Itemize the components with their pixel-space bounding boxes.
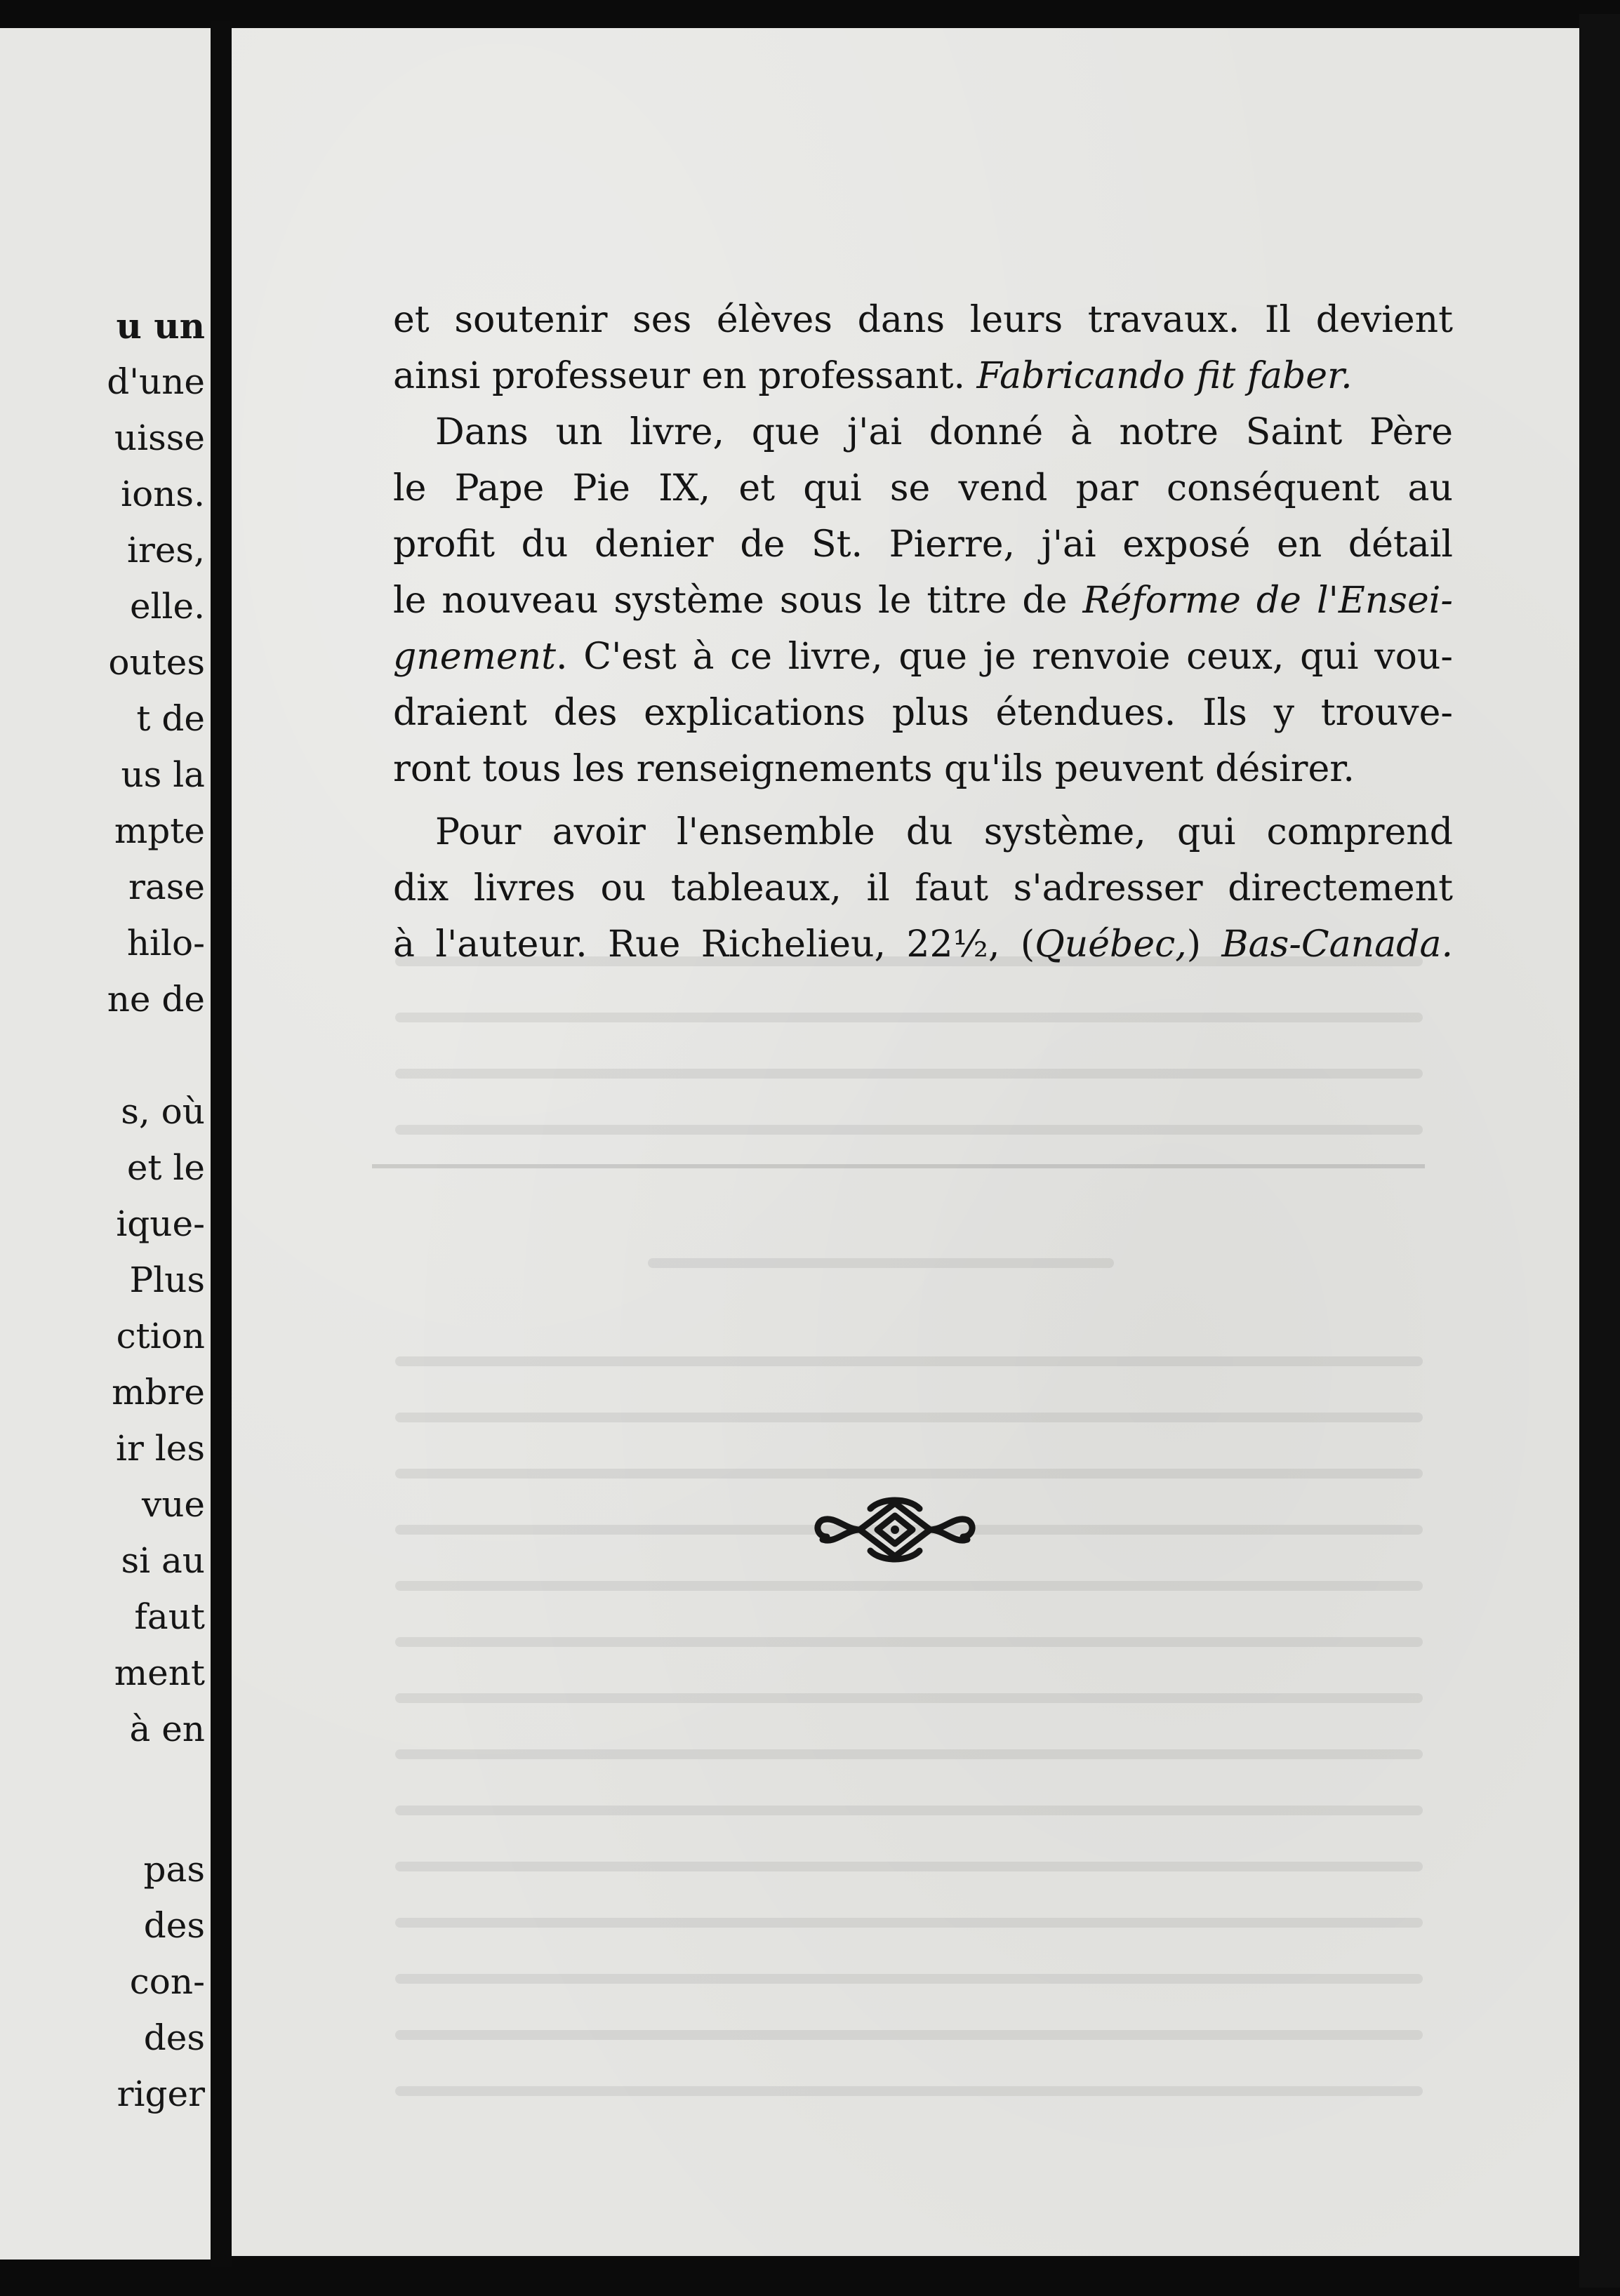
text-line bbox=[393, 748, 1453, 790]
left-line: ires, bbox=[126, 530, 205, 570]
text-line bbox=[393, 867, 1453, 909]
text-span: dix livres ou tableaux, il faut s'adresser directement bbox=[393, 867, 1453, 909]
text-line bbox=[393, 355, 1453, 397]
left-line: ions. bbox=[121, 474, 205, 514]
left-line: ment bbox=[114, 1653, 205, 1693]
left-line: faut bbox=[134, 1596, 205, 1637]
text-line bbox=[393, 636, 1453, 678]
left-line: rase bbox=[128, 867, 205, 907]
italic-phrase: Bas-Canada. bbox=[1221, 923, 1453, 966]
left-line: s, où bbox=[121, 1091, 205, 1132]
left-line: mbre bbox=[112, 1372, 205, 1413]
text-line bbox=[393, 692, 1453, 734]
left-line: et le bbox=[126, 1147, 205, 1188]
italic-phrase: Québec, bbox=[1035, 923, 1187, 966]
left-line: t de bbox=[136, 698, 205, 739]
left-line: con- bbox=[129, 1961, 205, 2002]
left-facing-page bbox=[0, 28, 211, 2260]
left-line: us la bbox=[121, 754, 205, 795]
text-line bbox=[435, 811, 1453, 853]
left-line: des bbox=[143, 2017, 205, 2058]
left-line: elle. bbox=[129, 586, 205, 627]
text-span: à l'auteur. Rue Richelieu, 22½, ( bbox=[393, 923, 1035, 966]
text-span: Dans un livre, que j'ai donné à notre Saint Père bbox=[435, 411, 1453, 453]
left-line: ique- bbox=[116, 1203, 205, 1244]
ornament-center bbox=[891, 1526, 899, 1534]
left-line: uisse bbox=[114, 418, 205, 458]
text-span: Pour avoir l'ensemble du système, qui comprend bbox=[435, 811, 1453, 853]
left-line: riger bbox=[117, 2074, 205, 2114]
italic-phrase: Fabricando fit faber. bbox=[976, 355, 1353, 397]
text-span: profit du denier de St. Pierre, j'ai exposé en détail bbox=[393, 523, 1453, 566]
left-line: pas bbox=[143, 1849, 205, 1890]
decorative-ornament bbox=[814, 1488, 976, 1572]
text-line bbox=[393, 580, 1453, 622]
text-span: le nouveau système sous le titre de bbox=[393, 580, 1083, 622]
left-line: u un bbox=[116, 305, 205, 347]
page-edge-shadow bbox=[1579, 14, 1620, 2288]
left-line: hilo- bbox=[126, 923, 205, 963]
text-span: draient des explications plus étendues. Ils y trouve- bbox=[393, 692, 1453, 734]
left-line: des bbox=[143, 1905, 205, 1946]
text-line bbox=[393, 467, 1453, 509]
text-line bbox=[435, 411, 1453, 453]
left-line: ne de bbox=[107, 979, 205, 1020]
text-span: le Pape Pie IX, et qui se vend par conséquent au bbox=[393, 467, 1453, 509]
left-line: d'une bbox=[107, 361, 205, 402]
left-line: Plus bbox=[129, 1260, 205, 1300]
text-line bbox=[393, 299, 1453, 341]
text-span: ainsi professeur en professant. bbox=[393, 355, 977, 397]
book-gutter bbox=[211, 21, 232, 2267]
left-line: à en bbox=[129, 1709, 205, 1749]
left-line: ir les bbox=[115, 1428, 205, 1469]
text-span: . C'est à ce livre, que je renvoie ceux, qui vou- bbox=[556, 636, 1453, 678]
left-line: si au bbox=[121, 1540, 205, 1581]
text-span: et soutenir ses élèves dans leurs travaux. Il devient bbox=[393, 299, 1453, 341]
left-line: mpte bbox=[114, 810, 205, 851]
text-line bbox=[393, 523, 1453, 566]
text-span: ront tous les renseignements qu'ils peuvent désirer. bbox=[393, 748, 1355, 790]
left-line: ction bbox=[116, 1316, 205, 1356]
italic-phrase: Réforme de l'Ensei- bbox=[1082, 580, 1453, 622]
text-line bbox=[393, 923, 1453, 966]
left-line: vue bbox=[141, 1484, 205, 1525]
italic-phrase: gnement bbox=[393, 636, 557, 678]
left-line: outes bbox=[108, 642, 205, 683]
text-span: ) bbox=[1186, 923, 1222, 966]
